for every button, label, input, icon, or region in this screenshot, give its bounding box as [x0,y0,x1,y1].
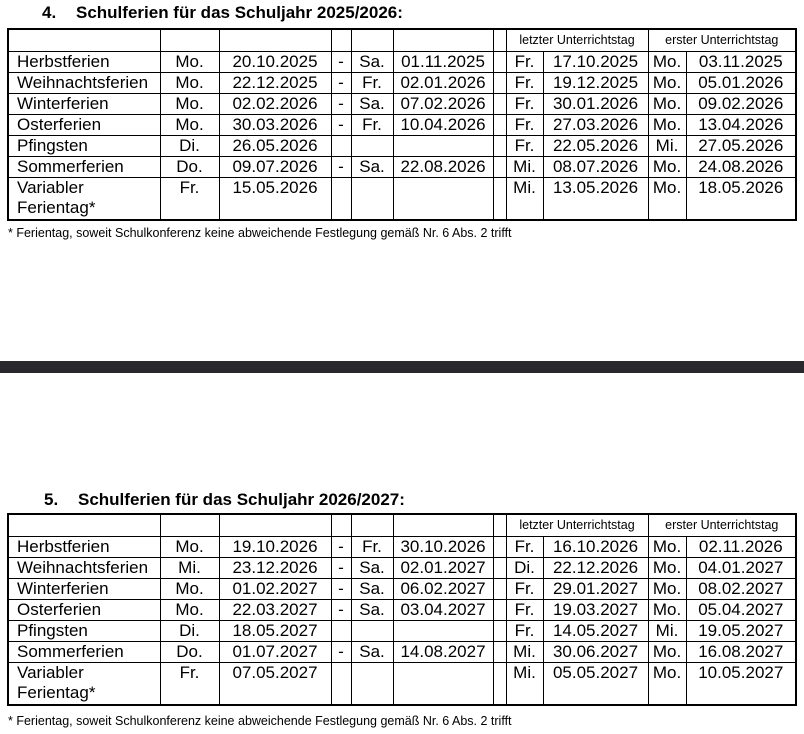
first-school-date-cell: 10.05.2027 [686,662,796,705]
first-school-day-cell: Mo. [648,557,686,578]
last-school-date-cell: 05.05.2027 [543,662,648,705]
last-school-day-cell: Fr. [506,578,543,599]
start-date-cell: 22.12.2025 [219,72,331,93]
holiday-table-2025-2026 [7,28,797,221]
header-empty-cell [160,514,219,536]
last-school-day-cell: Fr. [506,620,543,641]
first-school-day-cell: Mo. [648,114,686,135]
first-school-day-cell: Mo. [648,599,686,620]
range-dash-cell [331,620,351,641]
start-day-cell: Mo. [160,72,219,93]
header-empty-cell [393,29,493,51]
last-school-day-cell: Mi. [506,641,543,662]
table-row [8,536,796,557]
holiday-name-cell: Variabler Ferientag* [8,177,160,220]
end-date-cell: 02.01.2027 [393,557,493,578]
range-dash-cell [331,177,351,220]
spacer-cell [493,578,506,599]
first-school-date-cell: 05.04.2027 [686,599,796,620]
table-row [8,72,796,93]
holiday-name-cell: Herbstferien [8,51,160,72]
holiday-name-cell: Osterferien [8,114,160,135]
first-school-date-cell: 13.04.2026 [686,114,796,135]
first-school-day-cell: Mo. [648,536,686,557]
header-spacer-cell [493,514,506,536]
start-date-cell: 01.07.2027 [219,641,331,662]
start-day-cell: Di. [160,135,219,156]
first-school-date-cell: 03.11.2025 [686,51,796,72]
first-school-day-cell: Mo. [648,662,686,705]
range-dash-cell: - [331,599,351,620]
last-school-date-cell: 22.12.2026 [543,557,648,578]
table-row [8,51,796,72]
start-date-cell: 01.02.2027 [219,578,331,599]
header-empty-cell [331,514,351,536]
start-day-cell: Do. [160,641,219,662]
range-dash-cell: - [331,578,351,599]
first-school-day-cell: Mo. [648,72,686,93]
start-date-cell: 15.05.2026 [219,177,331,220]
section-heading-2026-2027 [44,490,405,510]
last-school-day-cell: Fr. [506,114,543,135]
header-empty-cell [351,514,393,536]
start-date-cell: 19.10.2026 [219,536,331,557]
header-spacer-cell [493,29,506,51]
first-school-date-cell: 09.02.2026 [686,93,796,114]
start-date-cell: 23.12.2026 [219,557,331,578]
first-school-date-cell: 04.01.2027 [686,557,796,578]
header-letzter-unterrichtstag: letzter Unterrichtstag [506,29,648,51]
start-date-cell: 26.05.2026 [219,135,331,156]
last-school-date-cell: 19.12.2025 [543,72,648,93]
start-day-cell: Mo. [160,114,219,135]
end-day-cell [351,135,393,156]
last-school-day-cell: Di. [506,557,543,578]
end-date-cell: 22.08.2026 [393,156,493,177]
end-day-cell [351,620,393,641]
end-date-cell [393,620,493,641]
last-school-date-cell: 13.05.2026 [543,177,648,220]
header-empty-cell [393,514,493,536]
end-day-cell: Sa. [351,599,393,620]
end-day-cell [351,662,393,705]
end-day-cell: Sa. [351,93,393,114]
header-empty-cell [219,514,331,536]
end-date-cell [393,135,493,156]
header-letzter-unterrichtstag: letzter Unterrichtstag [506,514,648,536]
header-empty-cell [351,29,393,51]
range-dash-cell [331,662,351,705]
end-day-cell: Sa. [351,51,393,72]
end-day-cell [351,177,393,220]
table-row [8,135,796,156]
last-school-date-cell: 19.03.2027 [543,599,648,620]
first-school-day-cell: Mo. [648,177,686,220]
last-school-date-cell: 08.07.2026 [543,156,648,177]
range-dash-cell: - [331,114,351,135]
end-date-cell [393,662,493,705]
start-day-cell: Mi. [160,557,219,578]
start-day-cell: Fr. [160,177,219,220]
range-dash-cell: - [331,93,351,114]
range-dash-cell: - [331,557,351,578]
start-day-cell: Mo. [160,51,219,72]
end-day-cell: Sa. [351,578,393,599]
heading-title: Schulferien für das Schuljahr 2025/2026: [76,3,403,22]
last-school-date-cell: 30.06.2027 [543,641,648,662]
first-school-day-cell: Mi. [648,620,686,641]
end-day-cell: Fr. [351,72,393,93]
last-school-day-cell: Fr. [506,536,543,557]
footnote-2026-2027: * Ferientag, soweit Schulkonferenz keine abweichende Festlegung gemäß Nr. 6 Abs. 2 trifft [8,714,512,728]
first-school-day-cell: Mo. [648,578,686,599]
holiday-name-cell: Sommerferien [8,641,160,662]
start-date-cell: 02.02.2026 [219,93,331,114]
range-dash-cell: - [331,72,351,93]
table-header-row [8,514,796,536]
header-empty-cell [331,29,351,51]
table-row [8,114,796,135]
first-school-date-cell: 05.01.2026 [686,72,796,93]
header-empty-cell [219,29,331,51]
end-date-cell: 03.04.2027 [393,599,493,620]
start-day-cell: Mo. [160,599,219,620]
header-empty-cell [160,29,219,51]
spacer-cell [493,536,506,557]
spacer-cell [493,662,506,705]
holiday-name-cell: Herbstferien [8,536,160,557]
end-date-cell: 06.02.2027 [393,578,493,599]
end-day-cell: Sa. [351,641,393,662]
start-day-cell: Do. [160,156,219,177]
table-row [8,156,796,177]
range-dash-cell [331,135,351,156]
first-school-date-cell: 19.05.2027 [686,620,796,641]
start-date-cell: 20.10.2025 [219,51,331,72]
heading-number: 4. [42,3,57,22]
page-break-bar [0,361,804,373]
first-school-date-cell: 27.05.2026 [686,135,796,156]
start-date-cell: 07.05.2027 [219,662,331,705]
table-row [8,177,796,220]
end-day-cell: Sa. [351,156,393,177]
first-school-date-cell: 02.11.2026 [686,536,796,557]
range-dash-cell: - [331,51,351,72]
spacer-cell [493,641,506,662]
last-school-day-cell: Fr. [506,72,543,93]
table-header-row [8,29,796,51]
header-empty-cell [8,29,160,51]
table-row [8,557,796,578]
spacer-cell [493,114,506,135]
holiday-name-cell: Variabler Ferientag* [8,662,160,705]
end-date-cell: 02.01.2026 [393,72,493,93]
last-school-day-cell: Fr. [506,135,543,156]
first-school-date-cell: 16.08.2027 [686,641,796,662]
spacer-cell [493,599,506,620]
table-row [8,93,796,114]
holiday-name-cell: Pfingsten [8,135,160,156]
first-school-date-cell: 08.02.2027 [686,578,796,599]
last-school-day-cell: Fr. [506,599,543,620]
last-school-date-cell: 22.05.2026 [543,135,648,156]
holiday-name-cell: Weihnachtsferien [8,557,160,578]
start-day-cell: Di. [160,620,219,641]
holiday-name-cell: Weihnachtsferien [8,72,160,93]
table-row [8,620,796,641]
range-dash-cell: - [331,641,351,662]
start-day-cell: Fr. [160,662,219,705]
holiday-name-cell: Winterferien [8,578,160,599]
first-school-day-cell: Mo. [648,51,686,72]
heading-title: Schulferien für das Schuljahr 2026/2027: [78,490,405,509]
end-day-cell: Fr. [351,114,393,135]
range-dash-cell: - [331,156,351,177]
holiday-table-2026-2027 [7,513,797,706]
table-row [8,578,796,599]
spacer-cell [493,72,506,93]
last-school-date-cell: 27.03.2026 [543,114,648,135]
start-date-cell: 09.07.2026 [219,156,331,177]
start-date-cell: 22.03.2027 [219,599,331,620]
end-date-cell: 10.04.2026 [393,114,493,135]
spacer-cell [493,51,506,72]
first-school-day-cell: Mo. [648,641,686,662]
spacer-cell [493,135,506,156]
first-school-date-cell: 18.05.2026 [686,177,796,220]
start-day-cell: Mo. [160,93,219,114]
end-date-cell: 07.02.2026 [393,93,493,114]
last-school-date-cell: 17.10.2025 [543,51,648,72]
spacer-cell [493,156,506,177]
header-erster-unterrichtstag: erster Unterrichtstag [648,29,796,51]
last-school-day-cell: Mi. [506,177,543,220]
heading-number: 5. [44,490,59,509]
table-row [8,641,796,662]
last-school-date-cell: 30.01.2026 [543,93,648,114]
start-day-cell: Mo. [160,578,219,599]
range-dash-cell: - [331,536,351,557]
start-date-cell: 18.05.2027 [219,620,331,641]
header-empty-cell [8,514,160,536]
start-date-cell: 30.03.2026 [219,114,331,135]
first-school-date-cell: 24.08.2026 [686,156,796,177]
section-heading-2025-2026 [42,3,403,23]
end-day-cell: Fr. [351,536,393,557]
spacer-cell [493,557,506,578]
end-date-cell: 30.10.2026 [393,536,493,557]
spacer-cell [493,620,506,641]
holiday-name-cell: Osterferien [8,599,160,620]
last-school-day-cell: Fr. [506,51,543,72]
holiday-name-cell: Pfingsten [8,620,160,641]
end-date-cell: 14.08.2027 [393,641,493,662]
table-row [8,599,796,620]
table-row [8,662,796,705]
last-school-date-cell: 29.01.2027 [543,578,648,599]
end-day-cell: Sa. [351,557,393,578]
last-school-day-cell: Mi. [506,662,543,705]
last-school-date-cell: 14.05.2027 [543,620,648,641]
end-date-cell [393,177,493,220]
first-school-day-cell: Mo. [648,93,686,114]
footnote-2025-2026: * Ferientag, soweit Schulkonferenz keine abweichende Festlegung gemäß Nr. 6 Abs. 2 trifft [8,226,512,240]
header-erster-unterrichtstag: erster Unterrichtstag [648,514,796,536]
first-school-day-cell: Mo. [648,156,686,177]
spacer-cell [493,93,506,114]
spacer-cell [493,177,506,220]
end-date-cell: 01.11.2025 [393,51,493,72]
first-school-day-cell: Mi. [648,135,686,156]
last-school-date-cell: 16.10.2026 [543,536,648,557]
holiday-name-cell: Sommerferien [8,156,160,177]
last-school-day-cell: Mi. [506,156,543,177]
last-school-day-cell: Fr. [506,93,543,114]
start-day-cell: Mo. [160,536,219,557]
holiday-name-cell: Winterferien [8,93,160,114]
